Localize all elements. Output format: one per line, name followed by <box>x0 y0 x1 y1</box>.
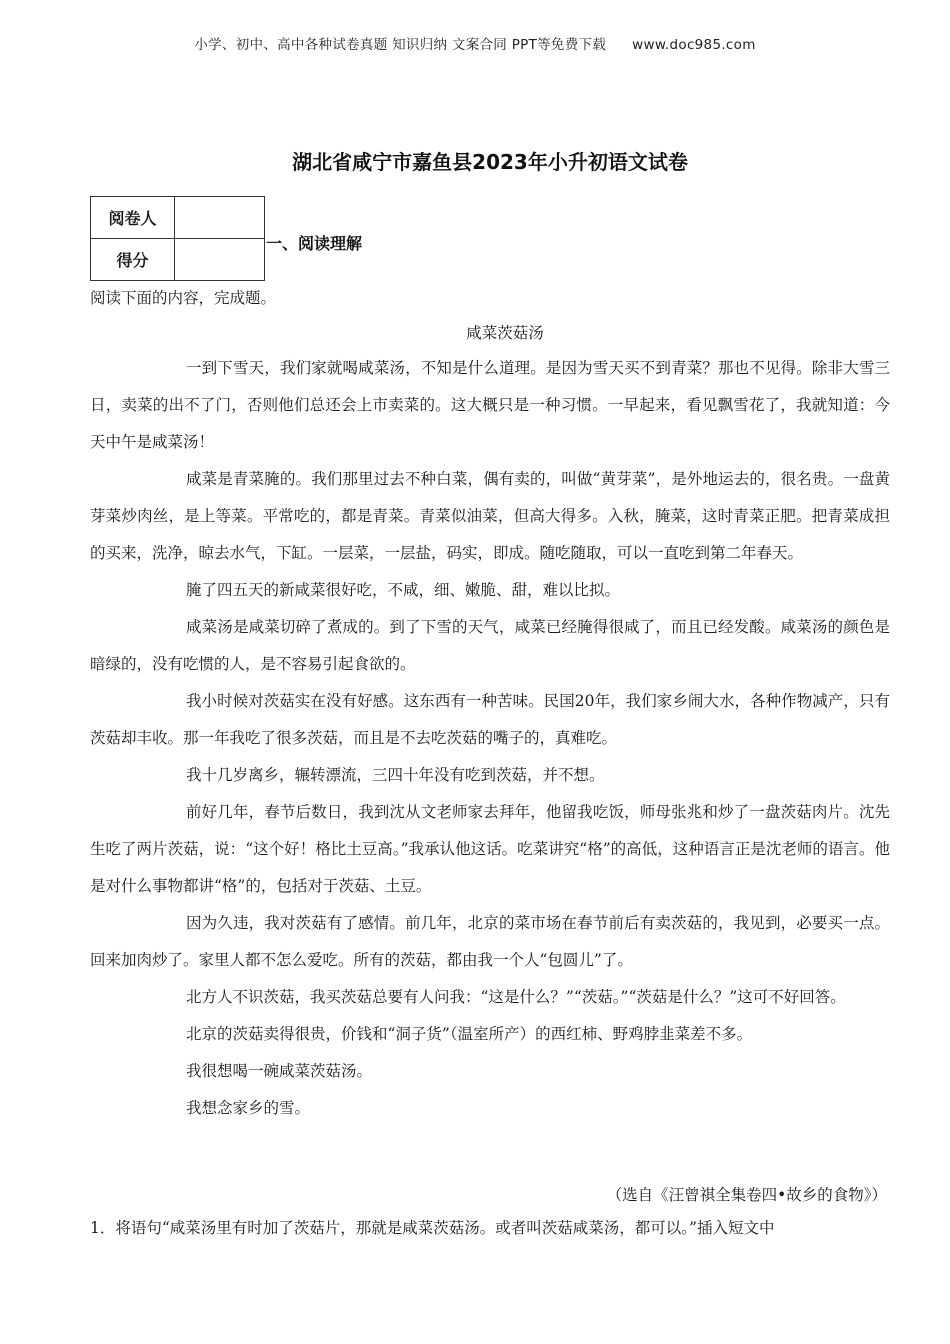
paragraph: 咸菜汤是咸菜切碎了煮成的。到了下雪的天气，咸菜已经腌得很咸了，而且已经发酸。咸菜汤的颜色是暗绿的，没有吃惯的人，是不容易引起食欲的。 <box>90 618 890 673</box>
article-body <box>90 350 890 1127</box>
paragraph: 我十几岁离乡，辗转漂流，三四十年没有吃到茨菇，并不想。 <box>186 766 605 784</box>
paragraph: 腌了四五天的新咸菜很好吃，不咸，细、嫩脆、甜，难以比拟。 <box>186 581 621 599</box>
page-title: 湖北省咸宁市嘉鱼县2023年小升初语文试卷 <box>292 150 688 174</box>
section-heading: 一、阅读理解 <box>266 234 363 253</box>
score-table <box>90 196 265 281</box>
paragraph: 我想念家乡的雪。 <box>186 1099 311 1117</box>
paragraph: 前好几年，春节后数日，我到沈从文老师家去拜年，他留我吃饭，师母张兆和炒了一盘茨菇肉片。沈先生吃了两片茨菇，说：“这个好！格比土豆高。”我承认他这话。吃菜讲究“格”的高低，这种语言正是沈老师的语言。他是对什么事物都讲“格”的，包括对于茨菇、土豆。 <box>90 803 890 895</box>
paragraph: 因为久违，我对茨菇有了感情。前几年，北京的菜市场在春节前后有卖茨菇的，我见到，必要买一点。回来加肉炒了。家里人都不怎么爱吃。所有的茨菇，都由我一个人“包圆儿”了。 <box>90 914 890 969</box>
header-site-link[interactable]: www.doc985.com <box>632 37 756 53</box>
instruction: 阅读下面的内容，完成题。 <box>90 289 277 307</box>
paragraph: 我小时候对茨菇实在没有好感。这东西有一种苦味。民国20年，我们家乡闹大水，各种作物减产，只有茨菇却丰收。那一年我吃了很多茨菇，而且是不去吃茨菇的嘴子的，真难吃。 <box>90 692 890 747</box>
reviewer-field <box>175 197 265 239</box>
paragraph: 我很想喝一碗咸菜茨菇汤。 <box>186 1062 373 1080</box>
paragraph: 北方人不识茨菇，我买茨菇总要有人问我：“这是什么？”“茨菇。”“茨菇是什么？”这可不好回答。 <box>186 988 846 1006</box>
story-title: 咸菜茨菇汤 <box>466 324 544 342</box>
header-text: 小学、初中、高中各种试卷真题 知识归纳 文案合同 PPT等免费下载 <box>194 37 607 53</box>
paragraph: 咸菜是青菜腌的。我们那里过去不种白菜，偶有卖的，叫做“黄芽菜”，是外地运去的，很名贵。一盘黄芽菜炒肉丝，是上等菜。平常吃的，都是青菜。青菜似油菜，但高大得多。入秋，腌菜，这时青菜正肥。把青菜成担的买来，洗净，晾去水气，下缸。一层菜，一层盐，码实，即成。随吃随取，可以一直吃到第二年春天。 <box>90 470 890 562</box>
score-field <box>175 239 265 281</box>
score-label: 得分 <box>91 239 175 281</box>
paragraph: 一到下雪天，我们家就喝咸菜汤，不知是什么道理。是因为雪天买不到青菜？那也不见得。除非大雪三日，卖菜的出不了门，否则他们总还会上市卖菜的。这大概只是一种习惯。一早起来，看见飘雪花了，我就知道：今天中午是咸菜汤！ <box>90 359 890 451</box>
source-citation: （选自《汪曾祺全集卷四•故乡的食物》） <box>606 1186 887 1204</box>
page-header <box>0 33 950 53</box>
paragraph: 北京的茨菇卖得很贵，价钱和“洞子货”（温室所产）的西红柿、野鸡脖韭菜差不多。 <box>186 1025 753 1043</box>
question-1: 1．将语句“咸菜汤里有时加了茨菇片，那就是咸菜茨菇汤。或者叫茨菇咸菜汤，都可以。”插入短文中 <box>90 1219 775 1237</box>
reviewer-label: 阅卷人 <box>91 197 175 239</box>
